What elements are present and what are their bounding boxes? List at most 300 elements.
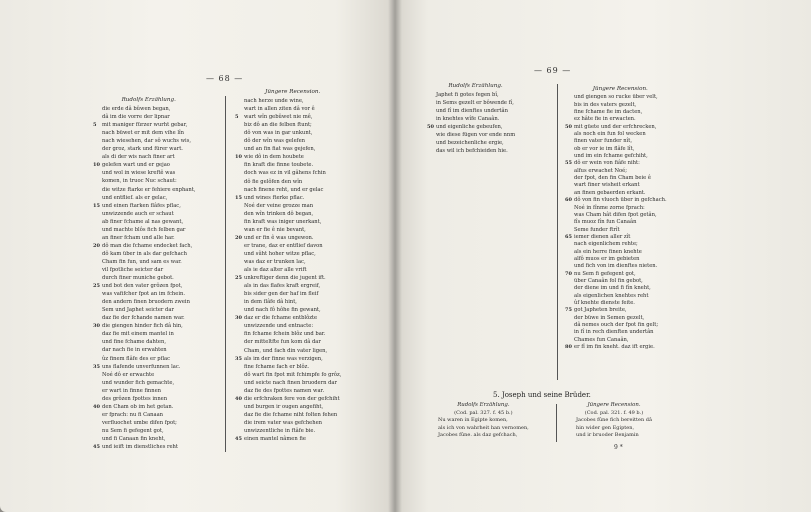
verse-line <box>102 266 195 274</box>
block-source: (Cod. pal. 321. f. 49 b.) <box>584 409 644 416</box>
verse-text: und an fin fiat was gejefen, <box>244 146 316 153</box>
verse-text: einen mantel nâmen fie <box>244 436 306 443</box>
verse-line <box>244 371 341 379</box>
verse-text: ûf knehte dienste feite. <box>574 299 635 306</box>
verse-text: und giengen so rucke über velt, <box>574 94 658 101</box>
verse-text: finen vater funder nît, <box>574 138 633 145</box>
line-number: 40 <box>235 395 242 402</box>
verse-text: die witze ftarke er fehiere enphant, <box>102 186 196 193</box>
verse-line <box>102 314 195 322</box>
line-number: 30 <box>93 323 100 330</box>
verse-text: durch finer muniche gebot. <box>102 275 174 282</box>
verse-line <box>244 403 341 411</box>
verse-line <box>102 105 195 113</box>
verse-text: des grôzen fpottes innen <box>102 395 168 402</box>
verse-line <box>565 123 667 131</box>
verse-text: in Sems gezelt er bôwende fî, <box>436 100 514 107</box>
bottom-right-block <box>576 402 652 440</box>
verse-line <box>102 177 195 185</box>
book-gutter <box>388 0 402 512</box>
verse-text: wan er fie ê nie bevant, <box>244 226 306 233</box>
verse-text: der büwe in Semen gezelt, <box>574 314 645 321</box>
verse-line <box>565 160 667 167</box>
verse-line <box>102 435 195 443</box>
block-line: als ich von wahrheit han vernomen, <box>438 424 529 431</box>
verse-text: nu Sem fi gefegent got, <box>102 427 164 434</box>
line-number: 20 <box>235 234 242 241</box>
bottom-left-block <box>438 402 529 440</box>
verse-line <box>244 226 341 234</box>
verse-text: nach wiesehen, dar sô wuchs wis, <box>102 138 192 145</box>
verse-text: daz fie des fpottes namen war. <box>244 387 325 394</box>
verse-text: und einen ftarken flâfes pflac, <box>102 202 181 209</box>
line-number: 65 <box>565 233 572 240</box>
verse-line <box>244 379 341 387</box>
verse-text: dô man die fchame endecket fach, <box>102 242 193 249</box>
verse-line <box>93 322 195 330</box>
verse-text: und ieift im dienstliches reht <box>102 444 178 451</box>
verse-text: der mitteltfte fun kom dâ dar <box>244 339 321 346</box>
line-number: 80 <box>565 344 572 351</box>
column-heading: Rudolfs Erzählung. <box>448 83 503 89</box>
verse-text: dô von was in gar unkunt, <box>244 130 313 137</box>
verse-line <box>102 234 195 242</box>
verse-line <box>574 337 667 344</box>
verse-line <box>102 186 195 194</box>
verse-text: dar nach fie in erwahten <box>102 347 167 354</box>
verse-text: als in das flafes kraft ergreif, <box>244 283 321 290</box>
verse-text: doch was ez in vil gâhens fchin <box>244 170 326 177</box>
left-column-rudolf <box>93 96 196 451</box>
verse-text: als eigenlichen knehtes reht <box>574 292 649 299</box>
line-number: 70 <box>565 270 572 277</box>
verse-text: und nach fô hôhe fin gewant, <box>244 307 321 314</box>
verse-text: vil fpotliche seicter dar <box>102 266 164 273</box>
verse-line <box>102 210 195 218</box>
block-line: Jacobes fûne. als daz gefchach, <box>438 432 518 438</box>
verse-line <box>235 194 341 202</box>
verse-text: und im ein fchame gefchiht, <box>574 153 648 160</box>
verse-text: fîs muoz fîn fun Canaân <box>574 219 637 226</box>
verse-text: verfluochet umbe difen fpot; <box>102 419 177 426</box>
verse-lines <box>235 97 342 443</box>
verse-line <box>436 107 515 115</box>
verse-text: unkreftiger denn die jugent ift. <box>244 275 326 282</box>
verse-line <box>565 270 667 278</box>
verse-text: unwizzentliche in ftâfe bie. <box>244 427 316 434</box>
verse-line <box>244 178 341 186</box>
verse-line <box>244 387 341 395</box>
page-number-right: — 69 — <box>534 66 572 75</box>
block-line: Jacobes fûne fich bereitten dâ <box>576 417 652 423</box>
verse-line <box>244 169 341 177</box>
line-number: 60 <box>565 197 572 204</box>
verse-text: an finen gebaerden erkant. <box>574 189 646 196</box>
verse-text: als di der wis nach finer art <box>102 154 175 161</box>
verse-line <box>574 175 667 182</box>
line-number: 10 <box>235 154 242 161</box>
block-heading: Jüngere Recension. <box>587 402 641 408</box>
verse-text: wart finer wisheit erkant <box>574 182 640 189</box>
verse-lines <box>427 91 516 155</box>
verse-line <box>93 161 195 169</box>
verse-text: dô wart fin fpot mit fchimpfe fo grôz, <box>244 371 342 378</box>
verse-text: wie dô in dem houbete <box>244 154 304 161</box>
verse-text: daz fie mit einem mantel in <box>102 331 174 338</box>
right-column-rudolf <box>427 82 516 155</box>
verse-line <box>574 219 667 226</box>
verse-line <box>574 146 667 153</box>
verse-line <box>574 263 667 270</box>
verse-text: und wunder fich gemachte, <box>102 379 175 386</box>
verse-line <box>574 241 667 248</box>
verse-text: daz er die fchame entblôzte <box>244 315 318 322</box>
verse-line <box>235 113 341 121</box>
line-number: 50 <box>565 123 572 130</box>
verse-text: und fine fchame dahten, <box>102 339 166 346</box>
verse-text: was daz er trunken lac, <box>244 258 306 265</box>
verse-line <box>93 443 195 451</box>
verse-line <box>244 338 341 346</box>
verse-text: als ie daz alter alle vrift <box>244 267 307 274</box>
verse-text: den Cham ob im het getan. <box>102 403 174 410</box>
verse-text: er fî im fin kneht. daz ift ergie. <box>574 344 655 351</box>
line-number: 20 <box>93 242 100 249</box>
verse-line <box>244 161 341 169</box>
column-heading: Jüngere Recension. <box>265 89 321 95</box>
column-heading: Rudolfs Erzählung. <box>121 97 176 103</box>
verse-text: unwizzende auch er schaut <box>102 210 174 217</box>
verse-text: er wart in finne finnen <box>102 387 162 394</box>
verse-text: und bot den vater grôzen fpot, <box>102 283 183 290</box>
verse-line <box>102 419 195 427</box>
verse-text: dô er wein von fiâfe niht: <box>574 160 640 167</box>
line-number: 55 <box>565 160 572 167</box>
column-heading: Jüngere Recension. <box>592 86 648 92</box>
block-source: (Cod. pal. 327. f. 45 b.) <box>454 409 513 416</box>
verse-text: alfô muos er im gebieten <box>574 255 640 262</box>
verse-line <box>235 355 341 363</box>
verse-text: ez hâte fie in erwacten. <box>574 116 636 123</box>
verse-line <box>235 395 341 403</box>
verse-text: was Cham hât difen fpot getân, <box>574 211 657 218</box>
section-title: 5. Joseph und seine Brüder. <box>493 391 591 399</box>
verse-text: wart in allen ziten dâ vor ê <box>244 106 315 113</box>
left-column-recension <box>235 88 342 443</box>
line-number: 35 <box>235 355 242 362</box>
verse-line <box>244 419 341 427</box>
verse-line <box>574 182 667 189</box>
verse-text: der diene im und fi fîn kneht, <box>574 285 651 292</box>
verse-text: die erde dâ bûwen began, <box>102 106 171 113</box>
verse-line <box>93 282 195 290</box>
line-number: 15 <box>93 202 100 209</box>
verse-line <box>574 205 667 212</box>
verse-line <box>102 346 195 354</box>
verse-text: dâ im die vorre der lipnar <box>102 114 170 121</box>
verse-line <box>102 427 195 435</box>
verse-line <box>574 256 667 263</box>
verse-line <box>244 330 341 338</box>
line-number: 25 <box>93 283 100 290</box>
verse-text: ab finer fchame al nas gewant, <box>102 218 184 225</box>
verse-text: er fprach: nu fi Canaan <box>102 411 164 418</box>
verse-text: fin kraft was iniger unerkant, <box>244 218 322 225</box>
verse-text: bis in des vaters gezelt, <box>574 101 637 108</box>
verse-text: fin kraft die finne toubete. <box>244 162 314 169</box>
verse-text: der groz, stark und fürer wart. <box>102 146 183 153</box>
verse-line <box>574 315 667 322</box>
verse-text: und bezeichenliche ergie, <box>436 140 504 147</box>
verse-text: alfus erwachet Noé; <box>574 167 627 174</box>
verse-text: nach finene reht, und er gelac <box>244 186 324 193</box>
block-line: und ir bruoder Benjamin <box>576 432 639 438</box>
verse-text: nach büwet er mit dem vihe lîn <box>102 130 185 137</box>
verse-text: dô von fin vluoch über in gefchach. <box>574 197 667 204</box>
verse-text: wie diese fügen vor ende nnm <box>436 132 516 139</box>
verse-line <box>436 115 515 123</box>
verse-line <box>102 113 195 121</box>
verse-text: Sem und Japhet seicter dar <box>102 307 174 314</box>
verse-line <box>574 102 667 109</box>
verse-line <box>244 322 341 330</box>
verse-text: uns flafende unverfunnen lac. <box>102 363 181 370</box>
verse-line <box>244 145 341 153</box>
verse-text: ob er vor ie im flâfe lît, <box>574 145 635 152</box>
verse-line <box>574 329 667 336</box>
verse-text: in fî in rech dienften undertân <box>574 329 654 336</box>
verse-line <box>244 411 341 419</box>
column-divider <box>225 96 226 452</box>
verse-text: als noch ein fun fol wecken <box>574 131 646 138</box>
verse-line <box>102 338 195 346</box>
verse-line <box>565 307 667 314</box>
verse-line <box>244 105 341 113</box>
verse-text: daz fie der fchande namen war. <box>102 315 185 322</box>
block-line: hin wider gen Egipten, <box>576 424 635 431</box>
verse-line <box>93 242 195 250</box>
verse-text: den andern finen bruodern zwein <box>102 299 190 306</box>
verse-text: als im der finne was verzigen, <box>244 355 323 362</box>
verse-line <box>93 202 195 210</box>
verse-text: und wines fterke pflac. <box>244 194 305 201</box>
column-divider <box>557 84 558 380</box>
verse-text: biz dô an die felben ftunt; <box>244 122 312 129</box>
verse-text: das wil ich befchieiden hie. <box>436 148 508 155</box>
verse-line <box>427 123 515 131</box>
verse-line <box>244 363 341 371</box>
block-heading: Rudolfs Erzählung. <box>457 402 510 408</box>
verse-text: und fi Canaan fin kneht, <box>102 435 166 442</box>
verse-line <box>244 242 341 250</box>
verse-text: fin fchame fchein blôz und bar. <box>244 331 326 338</box>
verse-line <box>102 218 195 226</box>
verse-text: got Japheten breite, <box>574 307 627 314</box>
verse-text: iemer dienen aller zît <box>574 233 631 240</box>
verse-text: Noé der veine grozze man <box>244 202 314 209</box>
verse-line <box>102 330 195 338</box>
verse-line <box>436 147 515 155</box>
verse-text: die erfchraken fere von der gefchiht <box>244 395 340 402</box>
verse-text: dâ nemes ouch der fpot fin gelt; <box>574 322 659 328</box>
verse-text: die giengen hinder fich dâ hin, <box>102 323 183 330</box>
line-number: 35 <box>93 363 100 370</box>
block-line: Nu waren in Egipte komen, <box>438 417 508 423</box>
verse-line <box>244 121 341 129</box>
verse-line <box>244 210 341 218</box>
verse-line <box>244 186 341 194</box>
verse-line <box>574 138 667 145</box>
verse-line <box>102 379 195 387</box>
verse-line <box>574 293 667 300</box>
verse-line <box>244 282 341 290</box>
verse-text: nach eigenlichem rehte; <box>574 241 638 248</box>
verse-line <box>235 153 341 161</box>
verse-line <box>102 274 195 282</box>
verse-text: und wol in wiese kreftê was <box>102 170 176 177</box>
verse-line <box>235 435 341 443</box>
verse-line <box>244 306 341 314</box>
verse-line <box>102 290 195 298</box>
verse-text: über Canaân fol fin gebot, <box>574 277 643 284</box>
verse-text: fine fchame fach er blôz. <box>244 363 310 370</box>
verse-text: und eigenliche gebeufen, <box>436 124 503 131</box>
verse-line <box>102 137 195 145</box>
verse-text: und burgen ir ougen angefiht, <box>244 403 324 410</box>
verse-line <box>244 97 341 105</box>
verse-line <box>244 137 341 145</box>
verse-line <box>244 427 341 435</box>
verse-line <box>436 131 515 139</box>
verse-text: ûz finem flâfe des er pflac <box>102 355 171 362</box>
verse-line <box>93 403 195 411</box>
verse-line <box>93 121 195 129</box>
verse-line <box>244 266 341 274</box>
verse-line <box>102 169 195 177</box>
verse-text: nach herze unde wine, <box>244 98 304 105</box>
verse-line <box>574 94 667 101</box>
line-number: 15 <box>235 194 242 201</box>
verse-line <box>244 218 341 226</box>
verse-text: Noé dô er erwachte <box>102 371 155 378</box>
verse-text: Noé in fînme zorne fprach: <box>574 204 645 211</box>
verse-line <box>102 145 195 153</box>
verse-text: Seme funder ftrît <box>574 226 620 233</box>
verse-line <box>235 274 341 282</box>
verse-line <box>244 347 341 355</box>
verse-lines <box>93 105 196 451</box>
verse-line <box>436 91 515 99</box>
verse-text: in knehtes wîfe Canaân. <box>436 116 500 123</box>
verse-line <box>102 371 195 379</box>
verse-line <box>436 139 515 147</box>
verse-line <box>244 250 341 258</box>
line-number: 25 <box>235 275 242 282</box>
signature-mark: 9 * <box>614 444 623 451</box>
verse-line <box>436 99 515 107</box>
verse-line <box>102 226 195 234</box>
verse-line <box>102 129 195 137</box>
verse-text: nu Sem fi gefegent got, <box>574 270 636 277</box>
verse-line <box>574 300 667 307</box>
verse-line <box>102 250 195 258</box>
verse-line <box>102 258 195 266</box>
verse-line <box>565 197 667 204</box>
verse-text: komen, in truoc Nuc schaut: <box>102 178 177 185</box>
verse-line <box>574 249 667 256</box>
verse-text: und machte blôs fich felben gar <box>102 226 186 233</box>
page-number-left: — 68 — <box>206 74 244 83</box>
verse-text: und entflief. als er gelac, <box>102 194 168 201</box>
line-number: 50 <box>427 124 434 131</box>
verse-line <box>565 344 667 351</box>
line-number: 30 <box>235 315 242 322</box>
verse-text: und er fin ê was ungewon. <box>244 234 314 241</box>
verse-lines <box>565 94 667 351</box>
verse-text: und fî im dienftes undertân <box>436 108 508 115</box>
verse-text: mit güete und der erfchrecken, <box>574 123 657 130</box>
verse-line <box>244 202 341 210</box>
verse-text: gelefen wart und er gejao <box>102 162 170 169</box>
right-column-recension <box>565 86 667 351</box>
verse-text: die irem vater was gefchehen <box>244 419 323 426</box>
verse-line <box>244 258 341 266</box>
verse-text: und seicte nach finen bruodern dar <box>244 379 337 386</box>
verse-line <box>565 233 667 241</box>
verse-line <box>235 314 341 322</box>
line-number: 45 <box>93 444 100 451</box>
verse-text: Cham, und fach din vater ligen, <box>244 347 328 354</box>
line-number: 10 <box>93 162 100 169</box>
verse-text: dô kam über in als dar gefchach <box>102 250 187 257</box>
verse-line <box>244 298 341 306</box>
verse-text: und sûht hoher witze pflac, <box>244 250 316 257</box>
line-number: 5 <box>93 122 97 129</box>
verse-text: und fich von im dienftes nieten. <box>574 263 658 270</box>
verse-line <box>102 355 195 363</box>
verse-text: dô fie gelôfen den wîn <box>244 178 303 185</box>
verse-text: daz fie die fchame niht folten fehen <box>244 411 338 418</box>
verse-line <box>102 153 195 161</box>
verse-text: in dem flâfe dâ hint, <box>244 299 297 306</box>
verse-text: mit maniger fürzer wurht gebar, <box>102 122 188 129</box>
verse-text: bis sider gen der haf im fleif <box>244 291 319 298</box>
verse-text: als ein herre finen knehte <box>574 248 642 255</box>
verse-text: Japhet fi gotes fegen bî, <box>436 92 499 99</box>
column-divider <box>556 404 557 442</box>
verse-line <box>102 411 195 419</box>
verse-line <box>102 306 195 314</box>
verse-text: den wîn trinken dô began, <box>244 210 314 217</box>
verse-text: er trane, daz er entflief davon <box>244 242 323 249</box>
verse-text: der fpot, den fin Cham beie ê <box>574 175 651 182</box>
verse-line <box>574 285 667 292</box>
verse-text: wart wîn gebûwet nie mê, <box>244 114 313 121</box>
verse-line <box>235 234 341 242</box>
verse-text: Chames fun Canaân, <box>574 336 629 343</box>
verse-text: was vafifcher fpot an im fchein. <box>102 291 185 298</box>
verse-line <box>244 129 341 137</box>
verse-line <box>102 194 195 202</box>
verse-line <box>102 298 195 306</box>
verse-line <box>93 363 195 371</box>
verse-text: Cham fin fun, und sam es war. <box>102 258 182 265</box>
verse-line <box>102 395 195 403</box>
verse-line <box>102 387 195 395</box>
verse-text: unwizzende und entnacte: <box>244 323 314 330</box>
verse-text: dô der wîn was gelefen <box>244 138 305 145</box>
verse-line <box>244 290 341 298</box>
